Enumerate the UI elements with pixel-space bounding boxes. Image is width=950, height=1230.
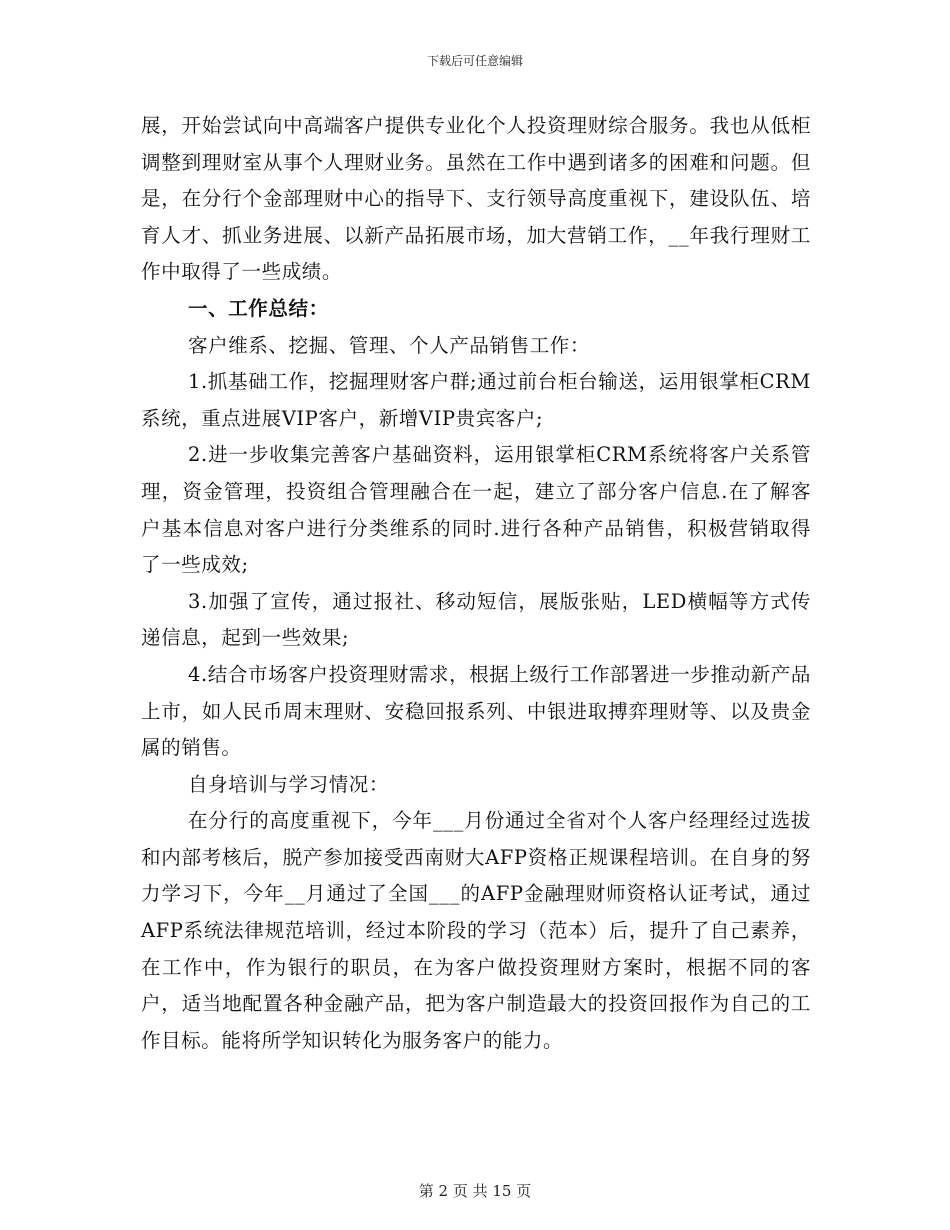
list-item-3: 3.加强了宣传，通过报社、移动短信，展版张贴，LED横幅等方式传递信息，起到一些效果; — [141, 589, 811, 650]
page-header: 下载后可任意编辑 — [426, 54, 523, 68]
list-item-1: 1.抓基础工作，挖掘理财客户群;通过前台柜台输送，运用银掌柜CRM系统，重点进展VIP客户，新增VIP贵宾客户; — [141, 370, 811, 430]
paragraph-training: 在分行的高度重视下，今年___月份通过全省对个人客户经理经过选拔和内部考核后，脱产参加接受西南财大AFP资格正规课程培训。在自身的努力学习下，今年__月通过了全国___的AFP金融理财师资格认证考试，通过AFP系统法律规范培训，经过本阶段的学习（范本）后，提升了自己素养，在工作中，作为银行的职员，在为客户做投资理财方案时，根据不同的客户，适当地配置各种金融产品，把为客户制造最大的投资回报作为自己的工作目标。能将所学知识转化为服务客户的能力。 — [141, 809, 811, 1052]
subheading-training: 自身培训与学习情况： — [188, 772, 390, 796]
page-footer: 第 2 页 共 15 页 — [418, 1182, 532, 1200]
list-item-2: 2.进一步收集完善客户基础资料，运用银掌柜CRM系统将客户关系管理，资金管理，投资组合管理融合在一起，建立了部分客户信息.在了解客户基本信息对客户进行分类维系的同时.进行各种产品销售，积极营销取得了一些成效; — [141, 443, 811, 577]
list-item-4: 4.结合市场客户投资理财需求，根据上级行工作部署进一步推动新产品上市，如人民币周末理财、安稳回报系列、中银进取搏弈理财等、以及贵金属的销售。 — [141, 662, 811, 760]
section-heading-work-summary: 一、工作总结： — [188, 296, 329, 320]
paragraph-intro: 展，开始尝试向中高端客户提供专业化个人投资理财综合服务。我也从低柜调整到理财室从事个人理财业务。虽然在工作中遇到诸多的困难和问题。但是，在分行个金部理财中心的指导下、支行领导高度重视下，建设队伍、培育人才、抓业务进展、以新产品拓展市场，加大营销工作，__年我行理财工作中取得了一些成绩。 — [141, 114, 811, 284]
subheading-customer-work: 客户维系、挖掘、管理、个人产品销售工作： — [188, 333, 591, 357]
document-body — [141, 108, 811, 1059]
